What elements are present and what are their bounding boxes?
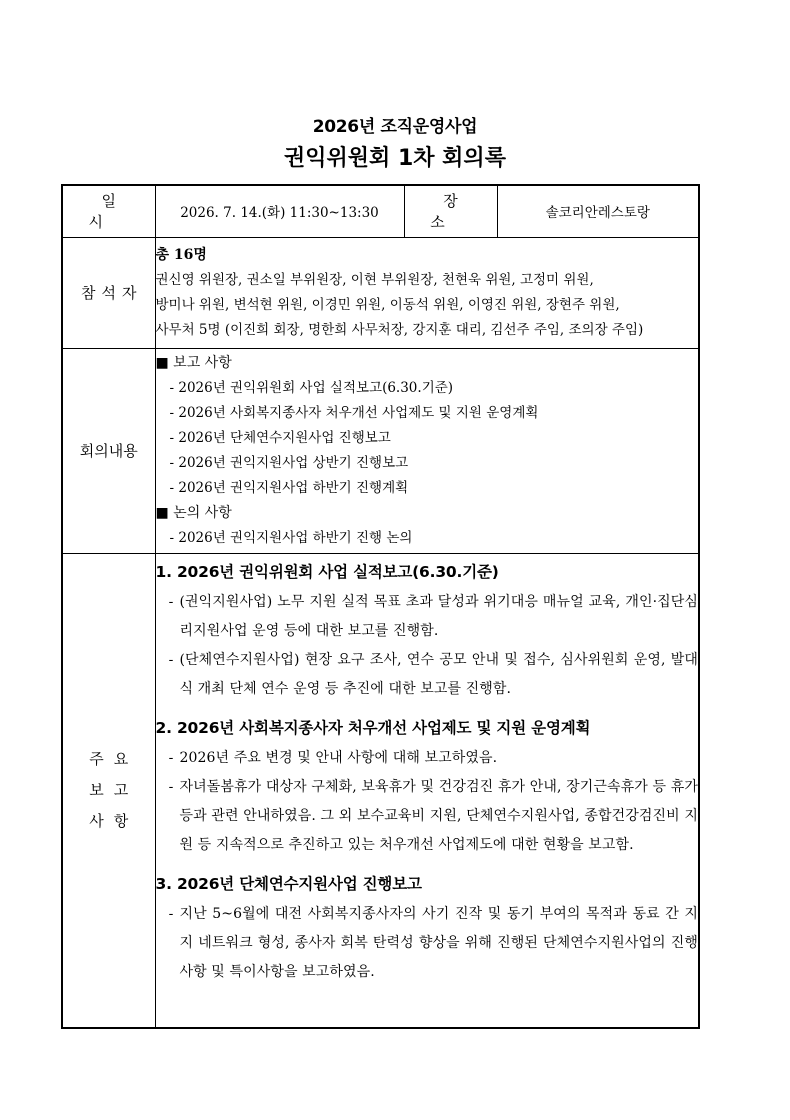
document-title: 권익위원회 1차 회의록 bbox=[284, 146, 506, 171]
date-place-row bbox=[62, 185, 699, 237]
place-value-cell bbox=[497, 185, 699, 237]
report-heading: 1. 2026년 권익위원회 사업 실적보고(6.30.기준) bbox=[155, 562, 499, 581]
agenda-label: 회의내용 bbox=[79, 442, 138, 460]
dash: - bbox=[168, 905, 174, 922]
report-item bbox=[156, 900, 699, 987]
report-label-line: 보고 bbox=[89, 780, 139, 799]
dash: - bbox=[168, 778, 174, 795]
attendees-line: 권신영 위원장, 권소일 부위원장, 이현 부위원장, 천현욱 위원, 고정미 위원, bbox=[155, 271, 594, 288]
report-label-line: 사항 bbox=[89, 811, 139, 830]
date-label-cell bbox=[62, 185, 155, 237]
report-item bbox=[156, 744, 699, 773]
date-label: 일 시 bbox=[88, 192, 142, 232]
attendees-label-cell bbox=[62, 237, 155, 348]
attendees-row bbox=[62, 237, 699, 348]
agenda-label-cell bbox=[62, 348, 155, 553]
report-item bbox=[156, 588, 699, 646]
report-item-text: 자녀돌봄휴가 대상자 구체화, 보육휴가 및 건강검진 휴가 안내, 장기근속휴가 등 휴가 등과 관련 안내하였음. 그 외 보수교육비 지원, 단체연수지원사업, 종합건강검진비 지원 등 지속적으로 추진하고 있는 처우개선 사업제도에 대한 현황을 보고함. bbox=[179, 778, 698, 853]
date-value-cell bbox=[155, 185, 404, 237]
agenda-item: - 2026년 권익위원회 사업 실적보고(6.30.기준) bbox=[169, 379, 454, 396]
report-section bbox=[156, 872, 699, 987]
agenda-item: - 2026년 권익지원사업 상반기 진행보고 bbox=[169, 454, 409, 471]
attendees-line: 방미나 위원, 변석현 위원, 이경민 위원, 이동석 위원, 이영진 위원, 장현주 위원, bbox=[155, 296, 620, 313]
place-label-cell bbox=[404, 185, 497, 237]
report-section bbox=[156, 560, 699, 704]
report-label-cell bbox=[62, 553, 155, 1028]
dash: - bbox=[168, 593, 174, 610]
attendees-count: 총 16명 bbox=[155, 246, 207, 263]
place-value: 솔코리안레스토랑 bbox=[545, 205, 650, 222]
attendees-label: 참석자 bbox=[81, 284, 143, 302]
report-item-text: (단체연수지원사업) 현장 요구 조사, 연수 공모 안내 및 접수, 심사위원회 운영, 발대식 개최 단체 연수 운영 등 추진에 대한 보고를 진행함. bbox=[179, 651, 698, 697]
agenda-row bbox=[62, 348, 699, 553]
agenda-report-heading: ■ 보고 사항 bbox=[155, 354, 232, 371]
dash: - bbox=[168, 651, 174, 668]
agenda-item: - 2026년 사회복지종사자 처우개선 사업제도 및 지원 운영계획 bbox=[169, 404, 539, 421]
report-label-line: 주요 bbox=[89, 749, 139, 768]
dash: - bbox=[168, 749, 174, 766]
report-heading: 3. 2026년 단체연수지원사업 진행보고 bbox=[155, 874, 422, 893]
place-label: 장 소 bbox=[430, 192, 484, 232]
document-header bbox=[0, 112, 790, 172]
report-row bbox=[62, 553, 699, 1028]
report-item-text: 지난 5~6월에 대전 사회복지종사자의 사기 진작 및 동기 부여의 목적과 동료 간 지지 네트워크 형성, 종사자 회복 탄력성 향상을 위해 진행된 단체연수지원사업의 진행사항 및 특이사항을 보고하였음. bbox=[179, 905, 698, 980]
agenda-discuss-heading: ■ 논의 사항 bbox=[155, 504, 232, 521]
report-item-text: 2026년 주요 변경 및 안내 사항에 대해 보고하였음. bbox=[179, 749, 498, 766]
report-item-text: (권익지원사업) 노무 지원 실적 목표 초과 달성과 위기대응 매뉴얼 교육, 개인·집단심리지원사업 운영 등에 대한 보고를 진행함. bbox=[179, 593, 698, 639]
agenda-item: - 2026년 권익지원사업 하반기 진행 논의 bbox=[169, 529, 413, 546]
report-item bbox=[156, 646, 699, 704]
attendees-content bbox=[155, 237, 699, 348]
report-heading: 2. 2026년 사회복지종사자 처우개선 사업제도 및 지원 운영계획 bbox=[155, 718, 591, 737]
report-label bbox=[63, 744, 155, 837]
report-section bbox=[156, 716, 699, 860]
agenda-item: - 2026년 단체연수지원사업 진행보고 bbox=[169, 429, 391, 446]
report-item bbox=[156, 773, 699, 860]
agenda-item: - 2026년 권익지원사업 하반기 진행계획 bbox=[169, 479, 409, 496]
document-subtitle: 2026년 조직운영사업 bbox=[312, 117, 478, 137]
agenda-content bbox=[155, 348, 699, 553]
minutes-table bbox=[61, 184, 700, 1029]
report-content bbox=[155, 553, 699, 1028]
date-value: 2026. 7. 14.(화) 11:30~13:30 bbox=[180, 205, 379, 222]
attendees-line: 사무처 5명 (이진희 회장, 명한희 사무처장, 강지훈 대리, 김선주 주임, 조의장 주임) bbox=[155, 321, 644, 338]
